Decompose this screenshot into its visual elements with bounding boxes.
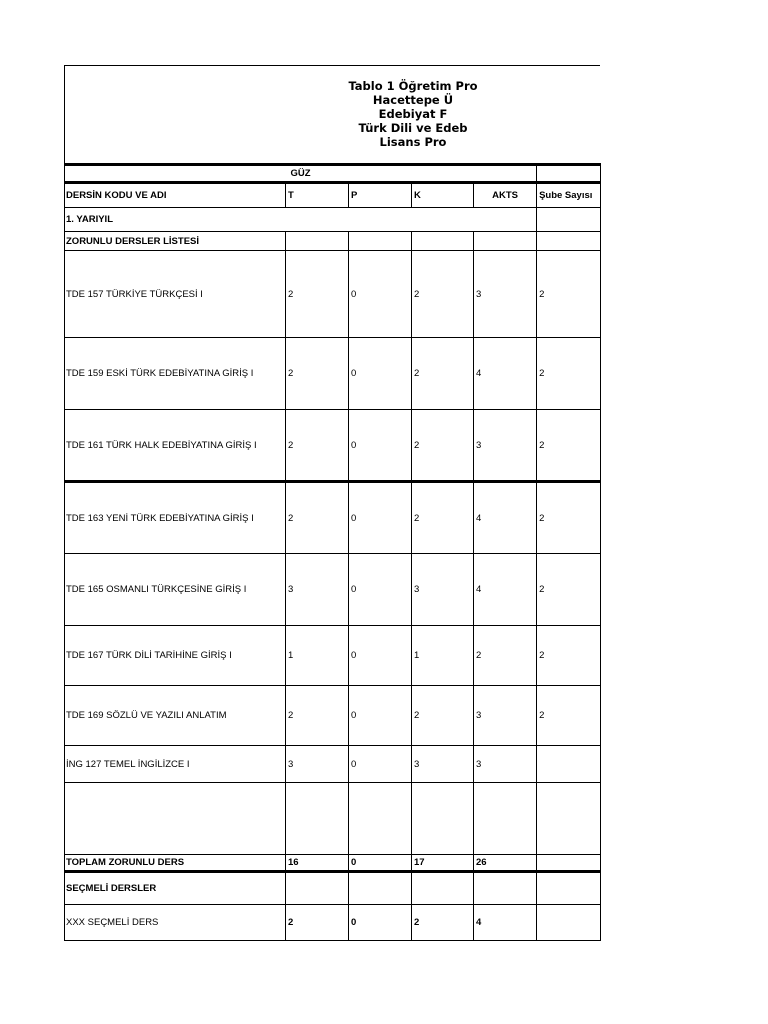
course-p: 0 [349,746,412,783]
course-name: TDE 167 TÜRK DİLİ TARİHİNE GİRİŞ I [65,626,286,686]
season-row [65,165,601,183]
course-p: 0 [349,626,412,686]
total-t: 16 [286,855,349,872]
course-sube: 2 [537,686,601,746]
total-label: TOPLAM ZORUNLU DERS [65,855,286,872]
course-k: 2 [412,482,474,554]
course-sube: 2 [537,554,601,626]
course-name: TDE 169 SÖZLÜ VE YAZILI ANLATIM [65,686,286,746]
empty-cell [537,855,601,872]
course-p: 0 [349,251,412,338]
course-k: 3 [412,554,474,626]
table-row [65,626,601,686]
course-sube: 2 [537,410,601,482]
empty-cell [286,232,349,251]
column-header-row [65,183,601,208]
empty-cell [537,232,601,251]
elective-t: 2 [286,905,349,941]
elective-p: 0 [349,905,412,941]
title-line: Hacettepe Ü [372,93,454,107]
table-row [65,554,601,626]
course-t: 2 [286,251,349,338]
total-akts: 26 [474,855,537,872]
course-t: 2 [286,686,349,746]
empty-cell [286,783,349,855]
table-header-box [64,65,600,163]
course-t: 2 [286,482,349,554]
spreadsheet [64,65,600,941]
course-akts: 4 [474,554,537,626]
course-akts: 3 [474,251,537,338]
course-t: 2 [286,338,349,410]
course-k: 2 [412,686,474,746]
total-p: 0 [349,855,412,872]
course-sube [537,746,601,783]
elective-k: 2 [412,905,474,941]
empty-cell [349,872,412,905]
empty-cell [65,783,286,855]
course-k: 2 [412,251,474,338]
empty-cell [537,783,601,855]
course-p: 0 [349,686,412,746]
course-name: TDE 159 ESKİ TÜRK EDEBİYATINA GİRİŞ I [65,338,286,410]
table-title-block [65,79,600,149]
course-k: 2 [412,410,474,482]
title-line: Tablo 1 Öğretim Pro [348,79,478,93]
section-row [65,232,601,251]
course-t: 3 [286,746,349,783]
elective-row [65,905,601,941]
course-akts: 2 [474,626,537,686]
course-p: 0 [349,554,412,626]
course-k: 1 [412,626,474,686]
course-akts: 3 [474,686,537,746]
empty-cell [412,872,474,905]
course-k: 2 [412,338,474,410]
course-akts: 4 [474,482,537,554]
title-line: Edebiyat F [378,107,448,121]
course-sube: 2 [537,482,601,554]
col-header-akts: AKTS [474,183,537,208]
title-line: Türk Dili ve Edeb [358,121,468,135]
empty-cell [474,232,537,251]
course-akts: 4 [474,338,537,410]
course-t: 3 [286,554,349,626]
section-row [65,872,601,905]
col-header-k: K [412,183,474,208]
table-row [65,746,601,783]
empty-cell [474,783,537,855]
table-row [65,686,601,746]
empty-cell [537,905,601,941]
col-header-p: P [349,183,412,208]
col-header-t: T [286,183,349,208]
elective-akts: 4 [474,905,537,941]
empty-cell [412,783,474,855]
col-header-course: DERSİN KODU VE ADI [65,183,286,208]
col-header-sube: Şube Sayısı [537,183,601,208]
elective-section-label: SEÇMELİ DERSLER [65,872,286,905]
course-sube: 2 [537,626,601,686]
empty-cell [537,872,601,905]
course-t: 2 [286,410,349,482]
season-label: GÜZ [65,165,537,183]
empty-cell [412,232,474,251]
course-name: TDE 165 OSMANLI TÜRKÇESİNE GİRİŞ I [65,554,286,626]
elective-name: XXX SEÇMELİ DERS [65,905,286,941]
semester-row [65,208,601,232]
course-akts: 3 [474,746,537,783]
course-name: TDE 161 TÜRK HALK EDEBİYATINA GİRİŞ I [65,410,286,482]
empty-row [65,783,601,855]
curriculum-table [64,163,601,941]
course-sube: 2 [537,251,601,338]
required-section-label: ZORUNLU DERSLER LİSTESİ [65,232,286,251]
semester-label: 1. YARIYIL [65,208,537,232]
empty-cell [349,783,412,855]
course-p: 0 [349,338,412,410]
table-row [65,410,601,482]
course-sube: 2 [537,338,601,410]
empty-cell [474,872,537,905]
course-p: 0 [349,482,412,554]
empty-cell [349,232,412,251]
table-row [65,251,601,338]
course-t: 1 [286,626,349,686]
total-k: 17 [412,855,474,872]
empty-cell [286,872,349,905]
title-line: Lisans Pro [379,135,447,149]
course-p: 0 [349,410,412,482]
total-row [65,855,601,872]
course-k: 3 [412,746,474,783]
course-name: TDE 163 YENİ TÜRK EDEBİYATINA GİRİŞ I [65,482,286,554]
empty-cell [537,208,601,232]
course-name: TDE 157 TÜRKİYE TÜRKÇESİ I [65,251,286,338]
table-row [65,482,601,554]
table-row [65,338,601,410]
course-akts: 3 [474,410,537,482]
empty-cell [537,165,601,183]
course-name: İNG 127 TEMEL İNGİLİZCE I [65,746,286,783]
